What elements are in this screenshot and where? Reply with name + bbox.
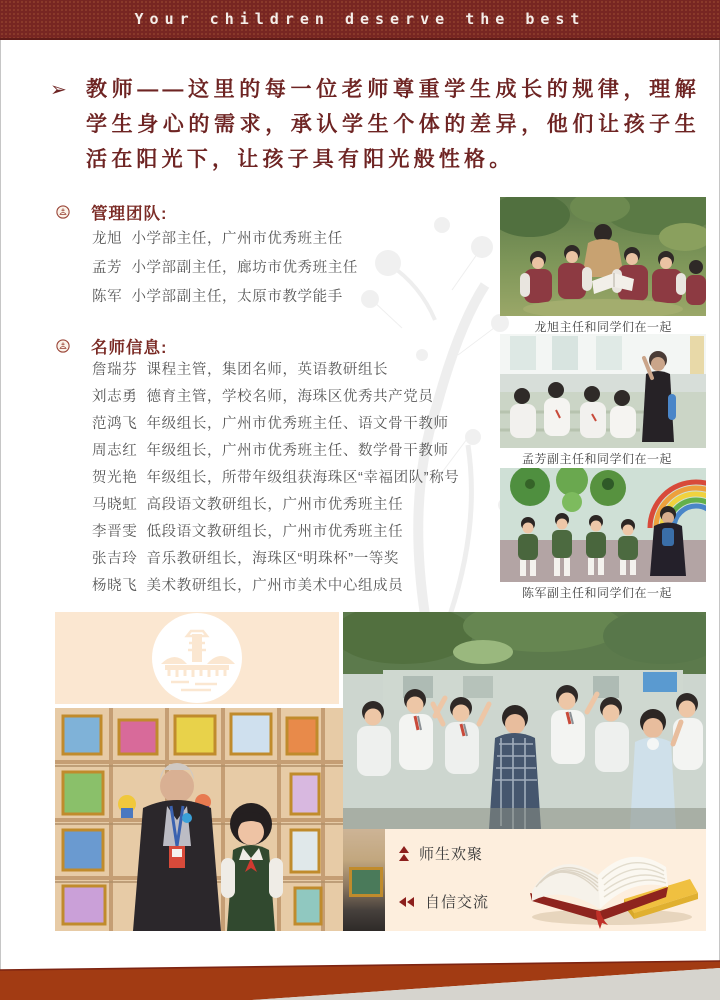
- photo-students-cheering: [343, 612, 706, 829]
- school-logo-box: [55, 612, 339, 704]
- list-item: 詹瑞芬 课程主管，集团名师，英语教研组长: [92, 362, 389, 378]
- intro-paragraph: 教师——这里的每一位老师尊重学生成长的规律，理解学生身心的需求，承认学生个体的差异，他们让孩子生活在阳光下，让孩子具有阳光般性格。: [86, 78, 700, 171]
- banner-slogan: Your children deserve the best: [134, 10, 586, 28]
- list-item: 李晋雯 低段语文教研组长，广州市优秀班主任: [92, 524, 404, 540]
- arrow-bullet-icon: ➢: [50, 79, 67, 101]
- photo-mengfang-classroom: [500, 334, 706, 448]
- photo-strip: [343, 829, 385, 931]
- mini-frame: [349, 867, 383, 897]
- bottom-collage: [55, 612, 706, 931]
- photo-caption: 龙旭主任和同学们在一起: [534, 320, 672, 334]
- double-left-triangles-icon: [399, 897, 415, 907]
- round-seal-icon: [56, 339, 70, 353]
- double-up-triangles-icon: [399, 846, 409, 862]
- teachers-list: [92, 357, 459, 600]
- open-book-illustration: [512, 829, 702, 929]
- label-row: [399, 843, 483, 864]
- list-item: 贺光艳 年级组长，所带年级组获海珠区“幸福团队”称号: [92, 470, 460, 486]
- list-item: 张吉玲 音乐教研组长，海珠区“明珠杯”一等奖: [92, 551, 400, 567]
- photo-award-shelves: [55, 708, 343, 931]
- section-title: 管理团队:: [91, 205, 168, 223]
- list-item: 马晓虹 高段语文教研组长，广州市优秀班主任: [92, 497, 404, 513]
- section-management-header: [56, 200, 168, 224]
- photo-longxu-with-students: [500, 197, 706, 316]
- top-banner: [0, 0, 720, 40]
- list-item: 孟芳 小学部副主任，廊坊市优秀班主任: [92, 260, 358, 276]
- intro-block: [50, 72, 700, 177]
- photo-caption: 陈军副主任和同学们在一起: [521, 586, 672, 600]
- pagoda-circle-logo-icon: [151, 612, 243, 704]
- caption-label: 师生欢聚: [419, 846, 484, 863]
- caption-box: [385, 829, 706, 931]
- photo-chenjun-playground: [500, 468, 706, 582]
- section-teachers-header: [56, 334, 168, 358]
- list-item: 龙旭 小学部主任，广州市优秀班主任: [92, 231, 343, 247]
- management-list: [92, 225, 358, 312]
- label-row: [399, 891, 489, 912]
- list-item: 杨晓飞 美术教研组长，广州市美术中心组成员: [92, 578, 404, 594]
- section-title: 名师信息:: [91, 339, 168, 357]
- footer-ribbon: [0, 940, 720, 1000]
- list-item: 范鸿飞 年级组长，广州市优秀班主任、语文骨干教师: [92, 416, 449, 432]
- round-seal-icon: [56, 205, 70, 219]
- list-item: 周志红 年级组长，广州市优秀班主任、数学骨干教师: [92, 443, 449, 459]
- photo-caption: 孟芳副主任和同学们在一起: [521, 452, 672, 466]
- list-item: 刘志勇 德育主管，学校名师，海珠区优秀共产党员: [92, 389, 434, 405]
- list-item: 陈军 小学部副主任，太原市教学能手: [92, 289, 343, 305]
- caption-label: 自信交流: [425, 894, 490, 911]
